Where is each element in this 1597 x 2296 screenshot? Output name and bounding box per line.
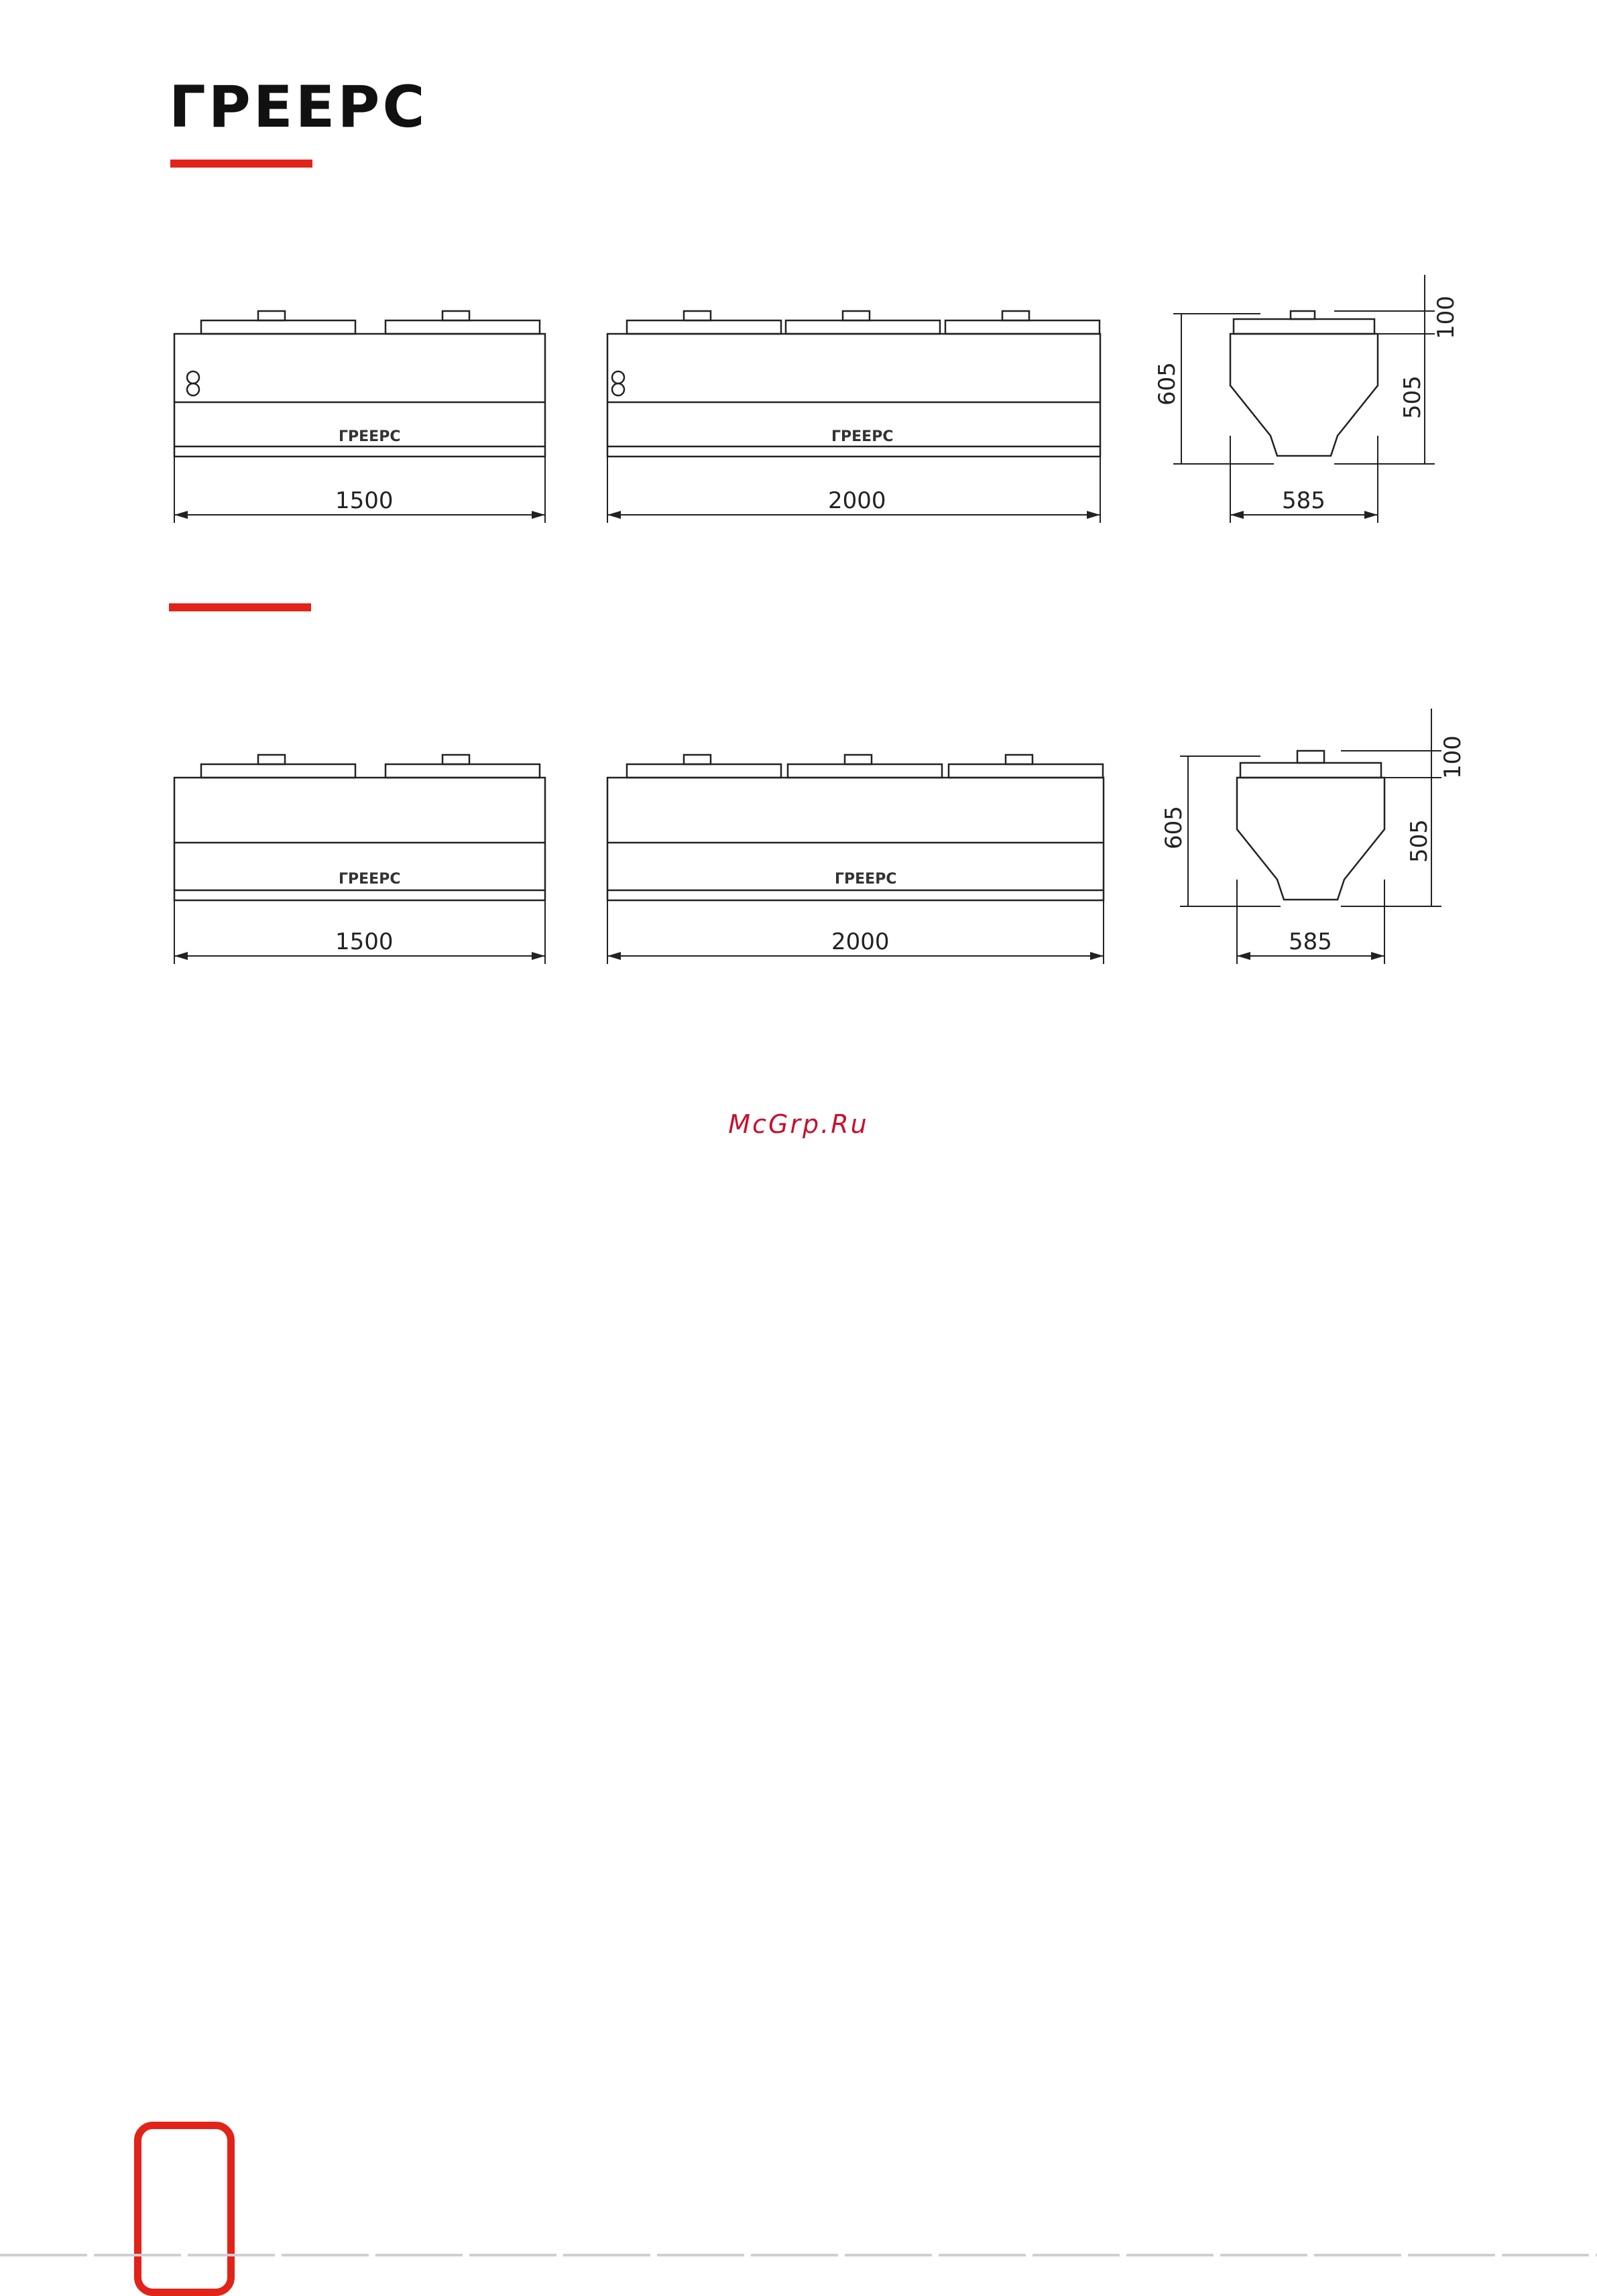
dimension-side-width: 585 [1282,487,1325,514]
dimension-total-height: 605 [1154,362,1181,406]
dimension-total-height-alt: 605 [1161,806,1187,849]
dimension-width-2000-alt: 2000 [831,928,890,955]
dimension-side-width-alt: 585 [1289,928,1332,955]
dimension-width-1500-alt: 1500 [335,928,394,955]
unit-side-view-alt [1237,751,1384,900]
section2-drawings [0,699,1597,980]
dimension-width-2000: 2000 [828,487,886,514]
unit-2000-brand-mark: ГРЕЕРС [831,428,894,445]
dimension-body-height-alt: 505 [1406,819,1433,863]
page-corner-tab [134,2122,235,2296]
unit-2000-brand-mark-alt: ГРЕЕРС [835,871,897,888]
watermark: McGrp.Ru [728,1109,869,1139]
dimension-top-height-alt: 100 [1439,735,1466,779]
unit-1500-brand-mark: ГРЕЕРС [339,428,401,445]
section1-drawings [0,255,1597,536]
brand-logo [169,74,428,141]
logo-text: ГРЕЕРС [169,74,428,141]
unit-side-view [1230,311,1378,456]
dimension-top-height: 100 [1433,296,1460,339]
footer-rule [0,2254,1597,2256]
unit-1500-brand-mark-alt: ГРЕЕРС [339,871,401,888]
header-accent-bar [170,160,312,168]
dimension-body-height: 505 [1399,375,1426,419]
section-divider-bar [169,603,311,611]
dimension-width-1500: 1500 [335,487,394,514]
